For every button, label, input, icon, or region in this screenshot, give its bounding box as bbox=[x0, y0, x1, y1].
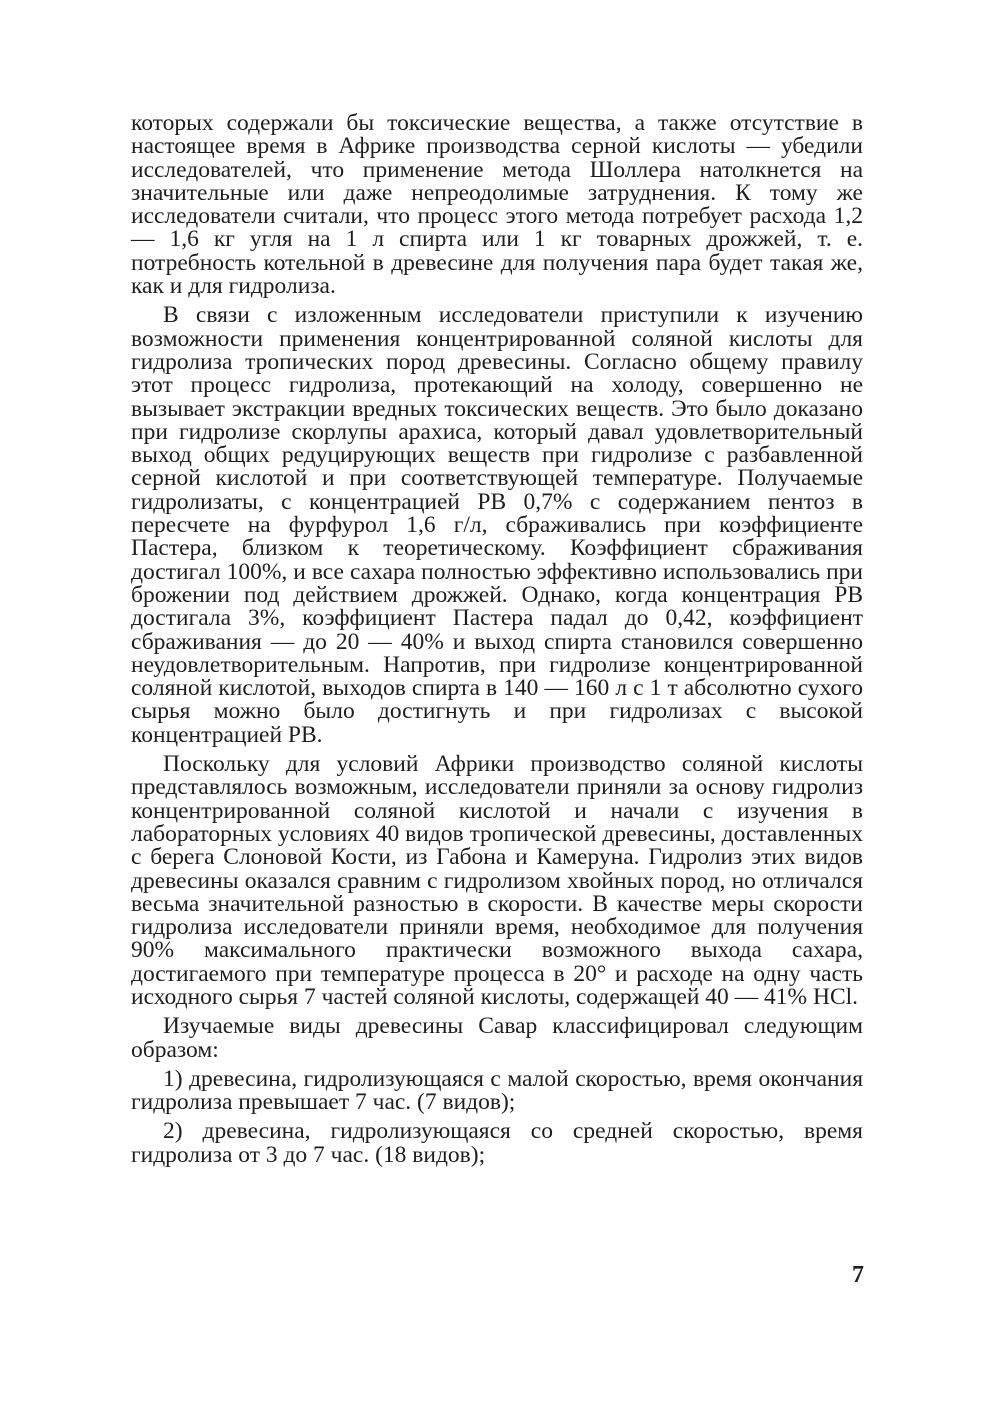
list-item-1: 1) древесина, гидролизующаяся с малой скоростью, время окончания гидролиза превышает 7 час. (7 видов); bbox=[131, 1065, 863, 1116]
paragraph-2: В связи с изложенным исследователи приступили к изучению возможности применения концентрированной соляной кислоты для гидролиза тропических пород древесины. Согласно общему правилу этот процесс гидролиза, протекающий на холоду, совершенно не вызывает экстракции вредных токсических веществ. Это было доказано при гидролизе скорлупы арахиса, который давал удовлетворительный выход общих редуцирующих веществ при гидролизе с разбавленной серной кислотой и при соответствующей температуре. Получаемые гидролизаты, с концентрацией РВ 0,7% с содержанием пентоз в пересчете на фурфурол 1,6 г/л, сбраживались при коэффициенте Пастера, близком к теоретическому. Коэффициент сбраживания достигал 100%, и все сахара полностью эффективно использовались при брожении под действием дрожжей. Однако, когда концентрация РВ достигала 3%, коэффициент Пастера падал до 0,42, коэффициент сбраживания — до 20 — 40% и выход спирта становился совершенно неудовлетворительным. Напротив, при гидролизе концентрированной соляной кислотой, выходов спирта в 140 — 160 л с 1 т абсолютно сухого сырья можно было достигнуть и при гидролизах с высокой концентрацией РВ. bbox=[131, 302, 863, 748]
page-number: 7 bbox=[852, 1262, 864, 1288]
page-body bbox=[131, 112, 863, 1173]
paragraph-3: Поскольку для условий Африки производство соляной кислоты представлялось возможным, исследователи приняли за основу гидролиз концентрированной соляной кислотой и начали с изучения в лабораторных условиях 40 видов тропической древесины, доставленных с берега Слоновой Кости, из Габона и Камеруна. Гидролиз этих видов древесины оказался сравним с гидролизом хвойных пород, но отличался весьма значительной разностью в скорости. В качестве меры скорости гидролиза исследователи приняли время, необходимое для получения 90% максимального практически возможного выхода сахара, достигаемого при температуре процесса в 20° и расходе на одну часть исходного сырья 7 частей соляной кислоты, содержащей 40 — 41% HCl. bbox=[131, 751, 863, 1010]
paragraph-4: Изучаемые виды древесины Савар классифицировал следующим образом: bbox=[131, 1013, 863, 1063]
paragraph-1: которых содержали бы токсические вещества, а также отсутствие в настоящее время в Африке производства серной кислоты — убедили исследователей, что применение метода Шоллера натолкнется на значительные или даже непреодолимые затруднения. К тому же исследователи считали, что процесс этого метода потребует расхода 1,2 — 1,6 кг угля на 1 л спирта или 1 кг товарных дрожжей, т. е. потребность котельной в древесине для получения пара будет такая же, как и для гидролиза. bbox=[131, 110, 863, 300]
list-item-2: 2) древесина, гидролизующаяся со средней скоростью, время гидролиза от 3 до 7 час. (18 видов); bbox=[131, 1118, 863, 1168]
